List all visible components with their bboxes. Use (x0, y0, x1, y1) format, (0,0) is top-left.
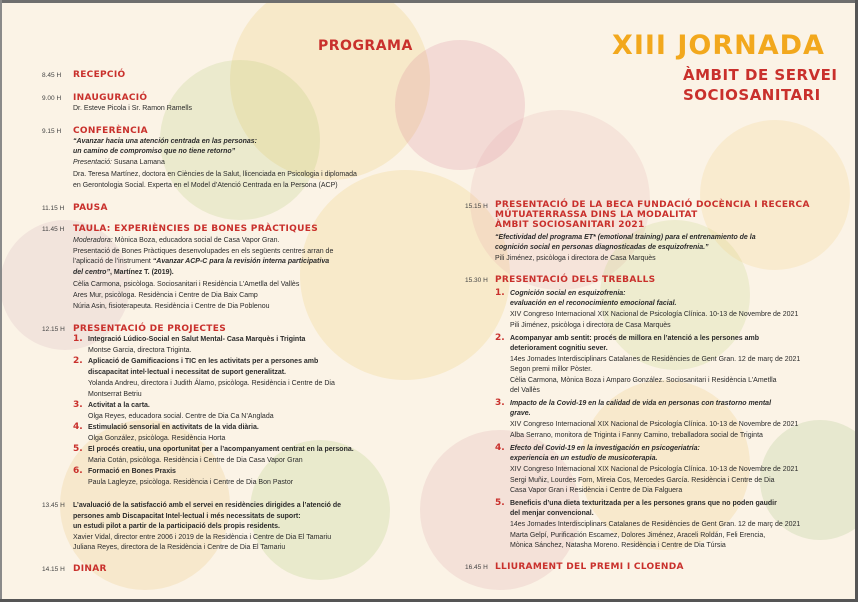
project-number: 5. (73, 444, 83, 454)
work-congress: 14es Jornades Interdisciplinars Catalanes de Residències de Gent Gran. 12 de març de 2021 (510, 356, 801, 363)
time-taula: 11.45 H (42, 226, 65, 233)
heading-beca-2: MÚTUATERRASSA DINS LA MODALITAT (495, 210, 698, 220)
heading-dinar: DINAR (73, 564, 107, 574)
avaluacio-line-1: L’avaluació de la satisfacció amb el servei en residències dirigides a l’atenció de (73, 502, 342, 509)
taula-speaker-3: Núria Asin, fisioterapeuta. Residència i Centre de Dia Poblenou (73, 303, 270, 310)
heading-beca-3: ÀMBIT SOCIOSANITARI 2021 (495, 220, 645, 230)
time-pausa: 11.15 H (42, 205, 65, 212)
project-authors: Olga González, psicòloga. Residència Horta (88, 435, 226, 442)
work-number: 2. (495, 333, 505, 343)
time-conferencia: 9.15 H (42, 128, 62, 135)
ambit-title-line2: SOCIOSANITARI (683, 86, 821, 104)
beca-line-1: “Efectividad del programa ET* (emotional training) para el entrenamiento de la (495, 234, 756, 241)
heading-lliurament: LLIURAMENT DEL PREMI I CLOENDA (495, 562, 684, 572)
time-treballs: 15.30 H (465, 277, 488, 284)
conferencia-speaker-2: en Gerontologia Social. Experta en el Model d’Atenció Centrada en la Persona (ACP) (73, 182, 338, 189)
project-title: Formació en Bones Praxis (88, 468, 176, 475)
time-projectes: 12.15 H (42, 326, 65, 333)
project-title: Activitat a la carta. (88, 402, 150, 409)
work-title: Beneficis d’una dieta texturitzada per a les persones grans que no poden gaudir (510, 500, 777, 507)
work-title: Acompanyar amb sentit: procés de millora en l’atenció a les persones amb (510, 335, 759, 342)
taula-line-4a: del centro” (73, 269, 110, 276)
work-authors-2: del Vallès (510, 387, 540, 394)
project-number: 6. (73, 466, 83, 476)
heading-beca-1: PRESENTACIÓ DE LA BECA FUNDACIÓ DOCÈNCIA I RECERCA (495, 200, 810, 210)
project-title: Aplicació de Gamificacions i TIC en les activitats per a persones amb (88, 358, 319, 365)
time-inauguracio: 9.00 H (42, 95, 62, 102)
work-number: 3. (495, 398, 505, 408)
work-authors: Marta Gelpí, Purificación Escamez, Dolores Jiménez, Araceli Roldán, Feli Erencia, (510, 532, 766, 539)
project-authors: Maria Cotán, psicòloga. Residència i Centre de Dia Casa Vapor Gran (88, 457, 303, 464)
taula-line-2: Presentació de Bones Pràctiques desenvolupades en els següents centres arran de (73, 248, 334, 255)
ambit-title-line1: ÀMBIT DE SERVEI (683, 66, 838, 84)
programa-heading: PROGRAMA (318, 38, 413, 54)
work-title: Cognición social en esquizofrenia: (510, 290, 626, 297)
project-number: 4. (73, 422, 83, 432)
project-title: Estimulació sensorial en activitats de la vida diària. (88, 424, 259, 431)
project-title-2: discapacitat intel·lectual i necessitat de suport generalitzat. (88, 369, 287, 376)
time-beca: 15.15 H (465, 203, 488, 210)
time-dinar: 14.15 H (42, 566, 65, 573)
conferencia-title-1: “Avanzar hacia una atención centrada en las personas: (73, 138, 258, 145)
taula-line-3b: “Avanzar ACP-C para la revisión interna participativa (152, 258, 330, 265)
avaluacio-speaker-2: Juliana Reyes, directora de la Residència i Centre de Dia El Tamariu (73, 544, 286, 551)
inauguracio-speakers: Dr. Esteve Picola i Sr. Ramon Ramells (73, 105, 193, 112)
conferencia-title-2: un camino de compromiso que no tiene retorno” (73, 148, 236, 155)
work-congress: 14es Jornades Interdisciplinars Catalanes de Residències de Gent Gran. 12 de març de 2021 (510, 521, 801, 528)
work-title-2: evaluación en el reconocimiento emocional facial. (510, 300, 677, 307)
heading-recepcio: RECEPCIÓ (73, 70, 126, 80)
work-title: Efecto del Covid-19 en la investigación en psicogeriatría: (510, 445, 700, 452)
work-congress-2: Segon premi millor Pòster. (510, 366, 593, 373)
work-authors-2: Casa Vapor Gran i Residència i Centre de Dia Falguera (510, 487, 683, 494)
heading-conferencia: CONFERÈNCIA (73, 126, 148, 136)
conferencia-presenter: Susana Lamana (113, 159, 165, 166)
project-authors: Paula Lagleyze, psicòloga. Residència i Centre de Dia Bon Pastor (88, 479, 294, 486)
taula-line-4b: , Martínez T. (2019). (109, 269, 174, 276)
time-recepcio: 8.45 H (42, 72, 62, 79)
avaluacio-line-3: un estudi pilot a partir de la participació dels propis residents. (73, 523, 280, 530)
work-title-2: grave. (510, 410, 531, 417)
work-title: Impacto de la Covid-19 en la calidad de vida en personas con trastorno mental (510, 400, 772, 407)
jornada-title: XIII JORNADA (612, 30, 825, 61)
project-authors-2: Montserrat Betriu (88, 391, 142, 398)
taula-speaker-2: Ares Mur, psicòloga. Residència i Centre de Dia Baix Camp (73, 292, 258, 299)
avaluacio-speaker-1: Xavier Vidal, director entre 2006 i 2019 de la Residència i Centre de Dia El Tamariu (73, 534, 332, 541)
work-title-2: deteriorament cognitiu sever. (510, 345, 608, 352)
work-congress: XIV Congreso Internacional XIX Nacional de Psicología Clínica. 10-13 de Novembre de 2021 (510, 421, 799, 428)
project-number: 3. (73, 400, 83, 410)
time-lliurament: 16.45 H (465, 564, 488, 571)
heading-inauguracio: INAUGURACIÓ (73, 93, 148, 103)
project-authors: Yolanda Andreu, directora i Judith Álamo, psicòloga. Residència i Centre de Dia (88, 380, 335, 387)
taula-moderator: Mònica Boza, educadora social de Casa Vapor Gran. (114, 237, 280, 244)
taula-line-3a: l’aplicació de l’instrument (73, 258, 153, 265)
work-number: 4. (495, 443, 505, 453)
project-number: 2. (73, 356, 83, 366)
work-title-2: experiencia en un estudio de musicoterapia. (510, 455, 658, 462)
heading-taula: TAULA: EXPERIÈNCIES DE BONES PRÀCTIQUES (73, 224, 318, 234)
work-number: 1. (495, 288, 505, 298)
taula-moderator-label: Moderadora: (73, 237, 115, 244)
conferencia-speaker-1: Dra. Teresa Martínez, doctora en Ciències de la Salut, llicenciada en Psicologia i diplomada (73, 171, 357, 178)
heading-pausa: PAUSA (73, 203, 108, 213)
taula-speaker-1: Cèlia Carmona, psicòloga. Sociosanitari i Residència L’Ametlla del Vallès (73, 281, 300, 288)
project-authors: Montse Garcia, directora Triginta. (88, 347, 192, 354)
project-authors: Olga Reyes, educadora social. Centre de Dia Ca N’Anglada (88, 413, 274, 420)
work-authors: Cèlia Carmona, Mònica Boza i Amparo González. Sociosanitari i Residència L’Ametlla (510, 377, 777, 384)
avaluacio-line-2: persones amb Discapacitat Intel·lectual i més necessitats de suport: (73, 513, 301, 520)
work-congress: XIV Congreso Internacional XIX Nacional de Psicología Clínica. 10-13 de Novembre de 2021 (510, 466, 799, 473)
project-title: El procés creatiu, una oportunitat per a l’acompanyament centrat en la persona. (88, 446, 354, 453)
work-authors-2: Mònica Sánchez, Natasha Moreno. Residència i Centre de Dia Túrsia (510, 542, 726, 549)
heading-treballs: PRESENTACIÓ DELS TREBALLS (495, 275, 656, 285)
work-number: 5. (495, 498, 505, 508)
project-number: 1. (73, 334, 83, 344)
heading-projectes: PRESENTACIÓ DE PROJECTES (73, 324, 226, 334)
work-authors: Alba Serrano, monitora de Triginta i Fanny Camino, treballadora social de Triginta (510, 432, 763, 439)
conferencia-presenter-label: Presentació: (73, 159, 114, 166)
work-authors: Pili Jiménez, psicòloga i directora de Casa Marquès (510, 322, 671, 329)
project-title: Integració Lúdico-Social en Salut Mental- Casa Marquès i Triginta (88, 336, 306, 343)
work-title-2: del menjar convencional. (510, 510, 594, 517)
work-authors: Sergi Muñiz, Lourdes Forn, Mireia Cos, Mercedes García. Residència i Centre de Dia (510, 477, 775, 484)
beca-line-2: cognición social en personas diagnosticadas de esquizofrenia.” (495, 244, 709, 251)
time-avaluacio: 13.45 H (42, 502, 65, 509)
beca-author: Pili Jiménez, psicòloga i directora de Casa Marquès (495, 255, 656, 262)
work-congress: XIV Congreso Internacional XIX Nacional de Psicología Clínica. 10-13 de Novembre de 2021 (510, 311, 799, 318)
